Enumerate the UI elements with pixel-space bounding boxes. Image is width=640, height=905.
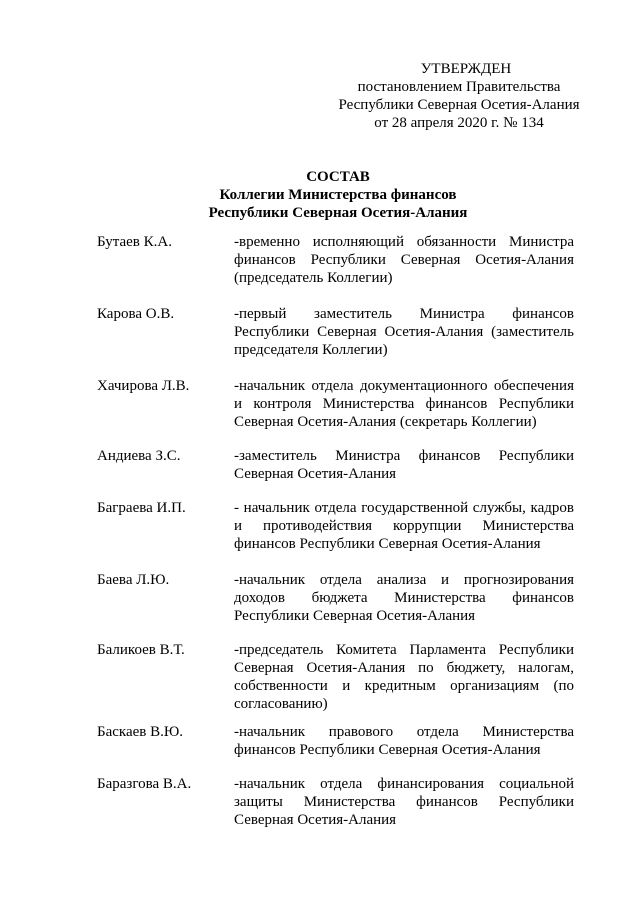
member-name: Андиева З.С. xyxy=(97,448,181,464)
member-name: Баскаев В.Ю. xyxy=(97,724,184,740)
approval-date: от 28 апреля 2020 г. № 134 xyxy=(374,115,544,131)
heading-subtitle: Коллегии Министерства финансов xyxy=(219,187,457,203)
member-role: -начальник отдела анализа и прогнозирования доходов бюджета Министерства финансов Республики Северная Осетия-Алания xyxy=(234,572,574,624)
member-role: - начальник отдела государственной службы, кадров и противодействия коррупции Министерства финансов Республики Северная Осетия-Алания xyxy=(234,500,574,552)
member-name: Карова О.В. xyxy=(97,306,175,322)
member-name: Баева Л.Ю. xyxy=(97,572,170,588)
member-role: -начальник правового отдела Министерства финансов Республики Северная Осетия-Алания xyxy=(234,724,574,758)
member-role: -начальник отдела финансирования социальной защиты Министерства финансов Республики Северная Осетия-Алания xyxy=(234,776,574,828)
member-name: Баграева И.П. xyxy=(97,500,186,516)
member-name: Баликоев В.Т. xyxy=(97,642,185,658)
member-role: -временно исполняющий обязанности Министра финансов Республики Северная Осетия-Алания (председатель Коллегии) xyxy=(234,234,574,286)
member-role: -первый заместитель Министра финансов Республики Северная Осетия-Алания (заместитель председателя Коллегии) xyxy=(234,306,574,358)
member-name: Баразгова В.А. xyxy=(97,776,192,792)
approval-title: УТВЕРЖДЕН xyxy=(420,61,512,77)
member-role: -председатель Комитета Парламента Республики Северная Осетия-Алания по бюджету, налогам, собственности и кредитным организациям (по согласованию) xyxy=(234,642,574,712)
approval-line: постановлением Правительства xyxy=(357,79,561,95)
approval-stamp xyxy=(318,60,600,132)
document-heading xyxy=(140,168,536,222)
member-name: Бутаев К.А. xyxy=(97,234,172,250)
member-role: -начальник отдела документационного обеспечения и контроля Министерства финансов Республики Северная Осетия-Алания (секретарь Коллегии) xyxy=(234,378,574,430)
approval-line: Республики Северная Осетия-Алания xyxy=(338,97,580,113)
member-name: Хачирова Л.В. xyxy=(97,378,190,394)
heading-subtitle: Республики Северная Осетия-Алания xyxy=(208,205,468,221)
heading-title: СОСТАВ xyxy=(306,169,370,185)
member-role: -заместитель Министра финансов Республики Северная Осетия-Алания xyxy=(234,448,574,482)
